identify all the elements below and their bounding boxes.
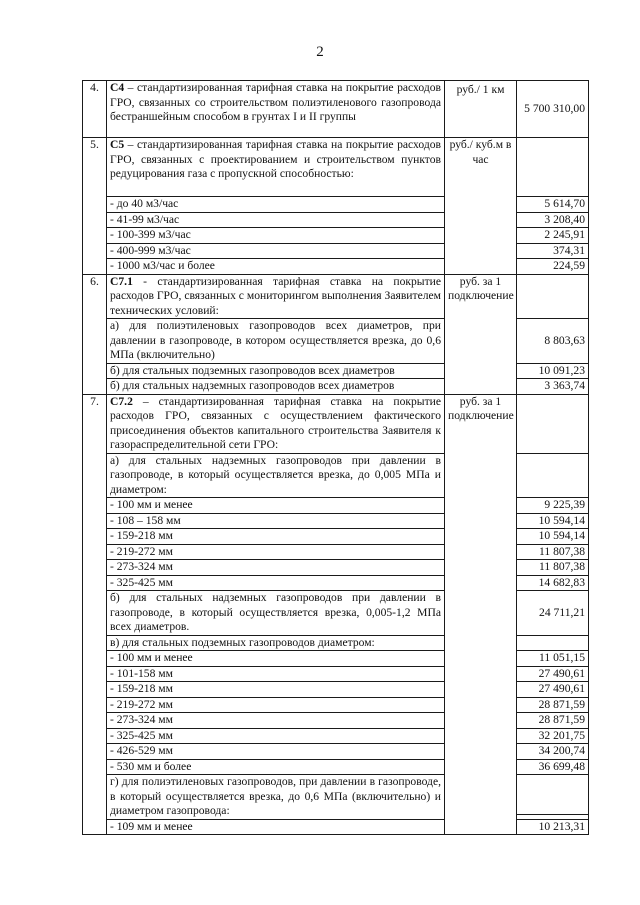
value-cell: 10 594,14: [517, 513, 589, 529]
value-cell: 24 711,21: [517, 591, 589, 636]
value-cell: 27 490,61: [517, 666, 589, 682]
sub-item-label: - 530 мм и более: [107, 759, 445, 775]
sub-item-label: а) для полиэтиленовых газопроводов всех диаметров, при давлении в газопроводе, в котором осуществляется врезка, до 0,6 МПа (включительно): [107, 319, 445, 364]
value-cell: [517, 394, 589, 453]
value-cell: [517, 775, 589, 815]
group-label: а) для стальных надземных газопроводов при давлении в газопроводе, в который осуществляется врезка, до 0,005 МПа и диаметром:: [107, 453, 445, 498]
sub-item-label: б) для стальных надземных газопроводов всех диаметров: [107, 379, 445, 395]
row-number: 7.: [83, 394, 107, 835]
group-label: в) для стальных подземных газопроводов диаметром:: [107, 635, 445, 651]
table-row: [83, 138, 589, 197]
value-cell: 2 245,91: [517, 228, 589, 244]
value-cell: 32 201,75: [517, 728, 589, 744]
table-row: [83, 394, 589, 453]
unit-cell: руб./ 1 км: [445, 81, 517, 138]
rate-text: – стандартизированная тарифная ставка на покрытие расходов ГРО, связанных с осуществлением фактического присоединения объектов капитального строительства Заявителя к газораспределительной сети ГРО:: [110, 394, 441, 451]
rate-description: [107, 394, 445, 453]
value-cell: [517, 138, 589, 197]
sub-item-label: - 426-529 мм: [107, 744, 445, 760]
value-cell: 10 594,14: [517, 529, 589, 545]
sub-item-label: - 108 – 158 мм: [107, 513, 445, 529]
value-cell: 34 200,74: [517, 744, 589, 760]
value-cell: 28 871,59: [517, 713, 589, 729]
value-cell: 8 803,63: [517, 319, 589, 364]
value-cell: 3 363,74: [517, 379, 589, 395]
sub-item-label: - 41-99 м3/час: [107, 212, 445, 228]
value-cell: 10 213,31: [517, 819, 589, 835]
group-label: б) для стальных надземных газопроводов при давлении в газопроводе, в который осуществляется врезка, 0,005-1,2 МПа всех диаметров.: [107, 591, 445, 636]
value-cell: 11 807,38: [517, 544, 589, 560]
sub-item-label: - 219-272 мм: [107, 697, 445, 713]
value-cell: 36 699,48: [517, 759, 589, 775]
value-cell: 9 225,39: [517, 498, 589, 514]
unit-cell: руб./ куб.м в час: [445, 138, 517, 275]
value-cell: 224,59: [517, 259, 589, 275]
sub-item-label: - 273-324 мм: [107, 713, 445, 729]
value-cell: 5 614,70: [517, 197, 589, 213]
sub-item-label: - 100 мм и менее: [107, 651, 445, 667]
sub-item-label: - 159-218 мм: [107, 529, 445, 545]
value-cell: [517, 635, 589, 651]
row-number: 6.: [83, 274, 107, 394]
rate-description: [107, 81, 445, 138]
value-cell: 374,31: [517, 243, 589, 259]
unit-cell: руб. за 1 подключение: [445, 394, 517, 835]
sub-item-label: - 100 мм и менее: [107, 498, 445, 514]
rate-description: [107, 138, 445, 197]
row-number: 5.: [83, 138, 107, 275]
table-row: [83, 81, 589, 138]
rate-code: С5: [110, 138, 125, 151]
sub-item-label: - 109 мм и менее: [107, 819, 445, 835]
sub-item-label: б) для стальных подземных газопроводов всех диаметров: [107, 363, 445, 379]
sub-item-label: - 219-272 мм: [107, 544, 445, 560]
rate-text: - стандартизированная тарифная ставка на покрытие расходов ГРО, связанных с мониторингом выполнения Заявителем технических условий:: [110, 274, 441, 317]
tariff-rates-table: [82, 80, 589, 835]
sub-item-label: - 101-158 мм: [107, 666, 445, 682]
value-cell: [517, 453, 589, 498]
value-cell: 10 091,23: [517, 363, 589, 379]
unit-cell: руб. за 1 подключение: [445, 274, 517, 394]
page-number: 2: [316, 44, 324, 60]
value-cell: 11 051,15: [517, 651, 589, 667]
rate-text: – стандартизированная тарифная ставка на покрытие расходов ГРО, связанных со строительством полиэтиленового газопровода бестраншейным способом в грунтах I и II группы: [110, 81, 441, 123]
sub-item-label: - 100-399 м3/час: [107, 228, 445, 244]
rate-code: С7.1: [110, 274, 133, 288]
row-number: 4.: [83, 81, 107, 138]
rate-code: С4: [110, 81, 125, 94]
value-cell: 28 871,59: [517, 697, 589, 713]
value-cell: 5 700 310,00: [517, 81, 589, 138]
value-cell: 3 208,40: [517, 212, 589, 228]
value-cell: 11 807,38: [517, 560, 589, 576]
sub-item-label: - 325-425 мм: [107, 575, 445, 591]
sub-item-label: - до 40 м3/час: [107, 197, 445, 213]
table-row: [83, 274, 589, 319]
sub-item-label: - 159-218 мм: [107, 682, 445, 698]
value-cell: 27 490,61: [517, 682, 589, 698]
sub-item-label: - 325-425 мм: [107, 728, 445, 744]
rate-code: С7.2: [110, 394, 133, 408]
group-label: г) для полиэтиленовых газопроводов, при давлении в газопроводе, в который осуществляется врезка, до 0,6 МПа (включительно) и диаметром газопровода:: [107, 775, 445, 820]
sub-item-label: - 273-324 мм: [107, 560, 445, 576]
rate-text: – стандартизированная тарифная ставка на покрытие расходов ГРО, связанных с проектированием и строительством пунктов редуцирования газа с пропускной способностью:: [110, 138, 441, 180]
sub-item-label: - 400-999 м3/час: [107, 243, 445, 259]
sub-item-label: - 1000 м3/час и более: [107, 259, 445, 275]
value-cell: [517, 274, 589, 319]
value-cell: 14 682,83: [517, 575, 589, 591]
rate-description: [107, 274, 445, 319]
